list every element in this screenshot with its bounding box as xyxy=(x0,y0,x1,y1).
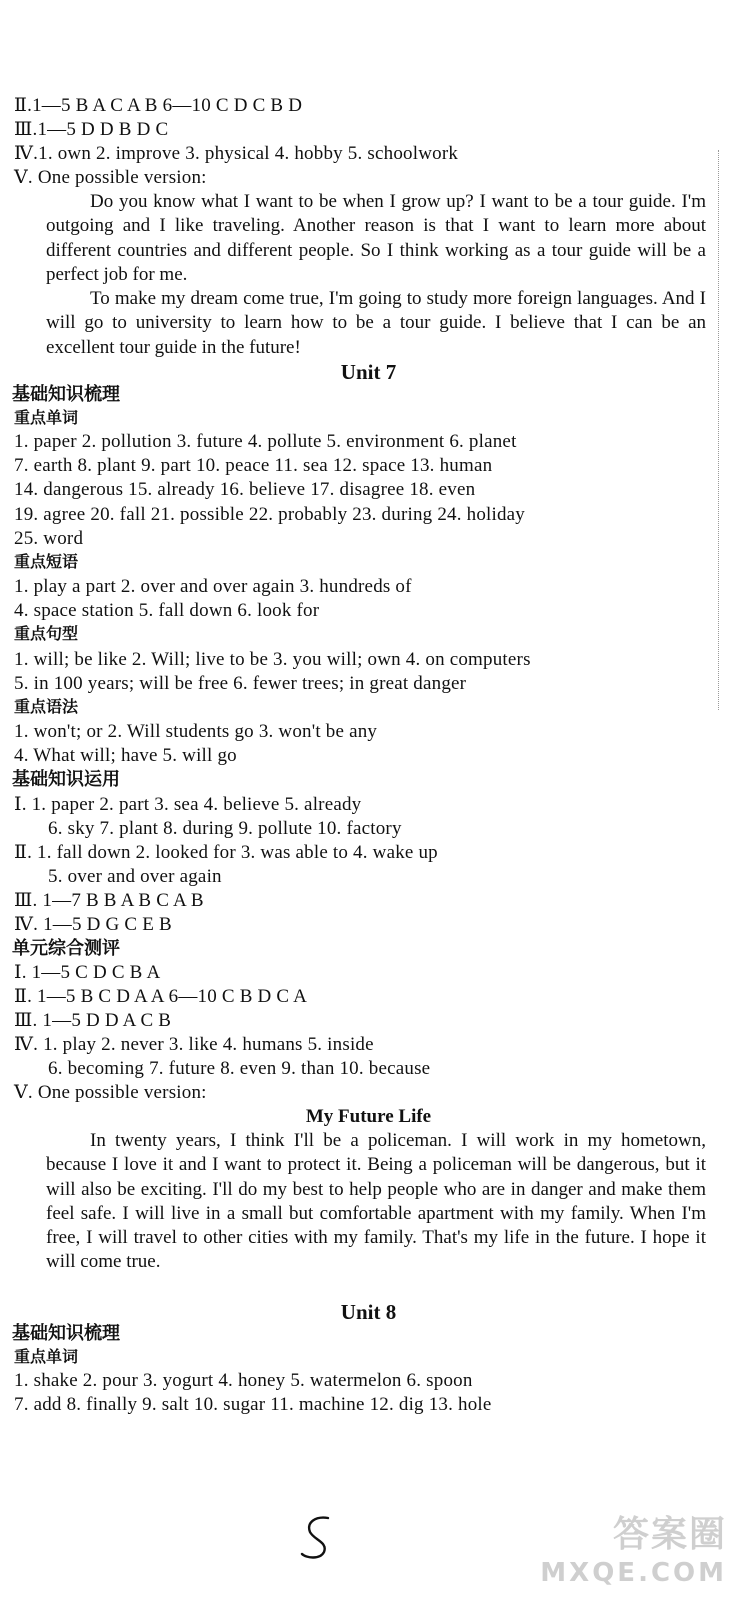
answer-line: Ⅱ. 1. fall down 2. looked for 3. was able to 4. wake up xyxy=(14,842,438,863)
answer-line: 4. What will; have 5. will go xyxy=(14,745,237,766)
answer-line: Ⅳ.1. own 2. improve 3. physical 4. hobby 5. schoolwork xyxy=(14,143,459,164)
essay-paragraph: In twenty years, I think I'll be a policeman. I will work in my hometown, because I love it and I want to protect it. Being a policeman will be dangerous, but it will also be exciting. I'll do my best to help people who are in danger and make them feel safe. I will live in a small but comfortable apartment with my family. When I'm free, I will travel to other cities with my family. That's my life in the future. I hope it will come true. xyxy=(46,1130,706,1273)
site-watermark xyxy=(536,1506,731,1596)
unit-title: Unit 7 xyxy=(340,360,397,384)
essay-title: My Future Life xyxy=(305,1106,432,1127)
subsection-heading: 重点短语 xyxy=(14,552,79,571)
answer-line: 1. paper 2. pollution 3. future 4. pollute 5. environment 6. planet xyxy=(14,431,517,452)
answer-line: 1. will; be like 2. Will; live to be 3. you will; own 4. on computers xyxy=(14,649,531,670)
answer-line: Ⅴ. One possible version: xyxy=(14,1082,207,1103)
answer-line: 25. word xyxy=(14,528,84,549)
margin-dotted-rule xyxy=(718,150,719,710)
answer-line: 5. over and over again xyxy=(48,866,222,887)
section-heading: 基础知识梳理 xyxy=(12,1323,120,1344)
answer-line: 6. becoming 7. future 8. even 9. than 10. because xyxy=(48,1058,431,1079)
subsection-heading: 重点单词 xyxy=(14,408,79,427)
subsection-heading: 重点句型 xyxy=(14,624,79,643)
watermark-url: MXQE.COM xyxy=(540,1558,727,1588)
answer-line: 1. won't; or 2. Will students go 3. won't be any xyxy=(14,721,378,742)
section-heading: 基础知识梳理 xyxy=(12,384,120,405)
answer-line: 5. in 100 years; will be free 6. fewer trees; in great danger xyxy=(14,673,467,694)
answer-line: 1. play a part 2. over and over again 3. hundreds of xyxy=(14,576,412,597)
answer-line: 7. earth 8. plant 9. part 10. peace 11. sea 12. space 13. human xyxy=(14,455,493,476)
answer-line: 1. shake 2. pour 3. yogurt 4. honey 5. watermelon 6. spoon xyxy=(14,1370,473,1391)
answer-line: Ⅳ. 1. play 2. never 3. like 4. humans 5. inside xyxy=(14,1034,374,1055)
answer-line: Ⅱ. 1—5 B C D A A 6—10 C B D C A xyxy=(14,986,308,1007)
subsection-heading: 重点语法 xyxy=(14,697,79,716)
answer-line: Ⅲ.1—5 D D B D C xyxy=(14,119,169,140)
section-heading: 单元综合测评 xyxy=(12,938,120,959)
unit-title: Unit 8 xyxy=(340,1300,397,1324)
page-number-handwritten xyxy=(298,1512,338,1562)
answer-line: 14. dangerous 15. already 16. believe 17. disagree 18. even xyxy=(14,479,476,500)
answer-line: Ⅲ. 1—7 B B A B C A B xyxy=(14,890,204,911)
answer-line: Ⅴ. One possible version: xyxy=(14,167,207,188)
essay-paragraph: To make my dream come true, I'm going to study more foreign languages. And I will go to university to learn how to be a tour guide. I believe that I can be an excellent tour guide in the future! xyxy=(46,288,706,358)
watermark-logo-text: 答案圈 xyxy=(612,1514,727,1555)
answer-line: Ⅲ. 1—5 D D A C B xyxy=(14,1010,172,1031)
answer-line: 7. add 8. finally 9. salt 10. sugar 11. machine 12. dig 13. hole xyxy=(14,1394,492,1415)
subsection-heading: 重点单词 xyxy=(14,1347,79,1366)
answer-line: Ⅳ. 1—5 D G C E B xyxy=(14,914,172,935)
answer-line: Ⅰ. 1—5 C D C B A xyxy=(14,962,161,983)
section-heading: 基础知识运用 xyxy=(12,769,120,790)
answer-line: Ⅰ. 1. paper 2. part 3. sea 4. believe 5. already xyxy=(14,794,362,815)
answer-line: 6. sky 7. plant 8. during 9. pollute 10. factory xyxy=(48,818,402,839)
answer-line: 19. agree 20. fall 21. possible 22. probably 23. during 24. holiday xyxy=(14,504,526,525)
essay-paragraph: Do you know what I want to be when I grow up? I want to be a tour guide. I'm outgoing and I like traveling. Another reason is that I want to learn more about different countries and different people. So I think working as a tour guide will be a perfect job for me. xyxy=(46,191,706,285)
answer-line: 4. space station 5. fall down 6. look for xyxy=(14,600,320,621)
answer-line: Ⅱ.1—5 B A C A B 6—10 C D C B D xyxy=(14,95,303,116)
